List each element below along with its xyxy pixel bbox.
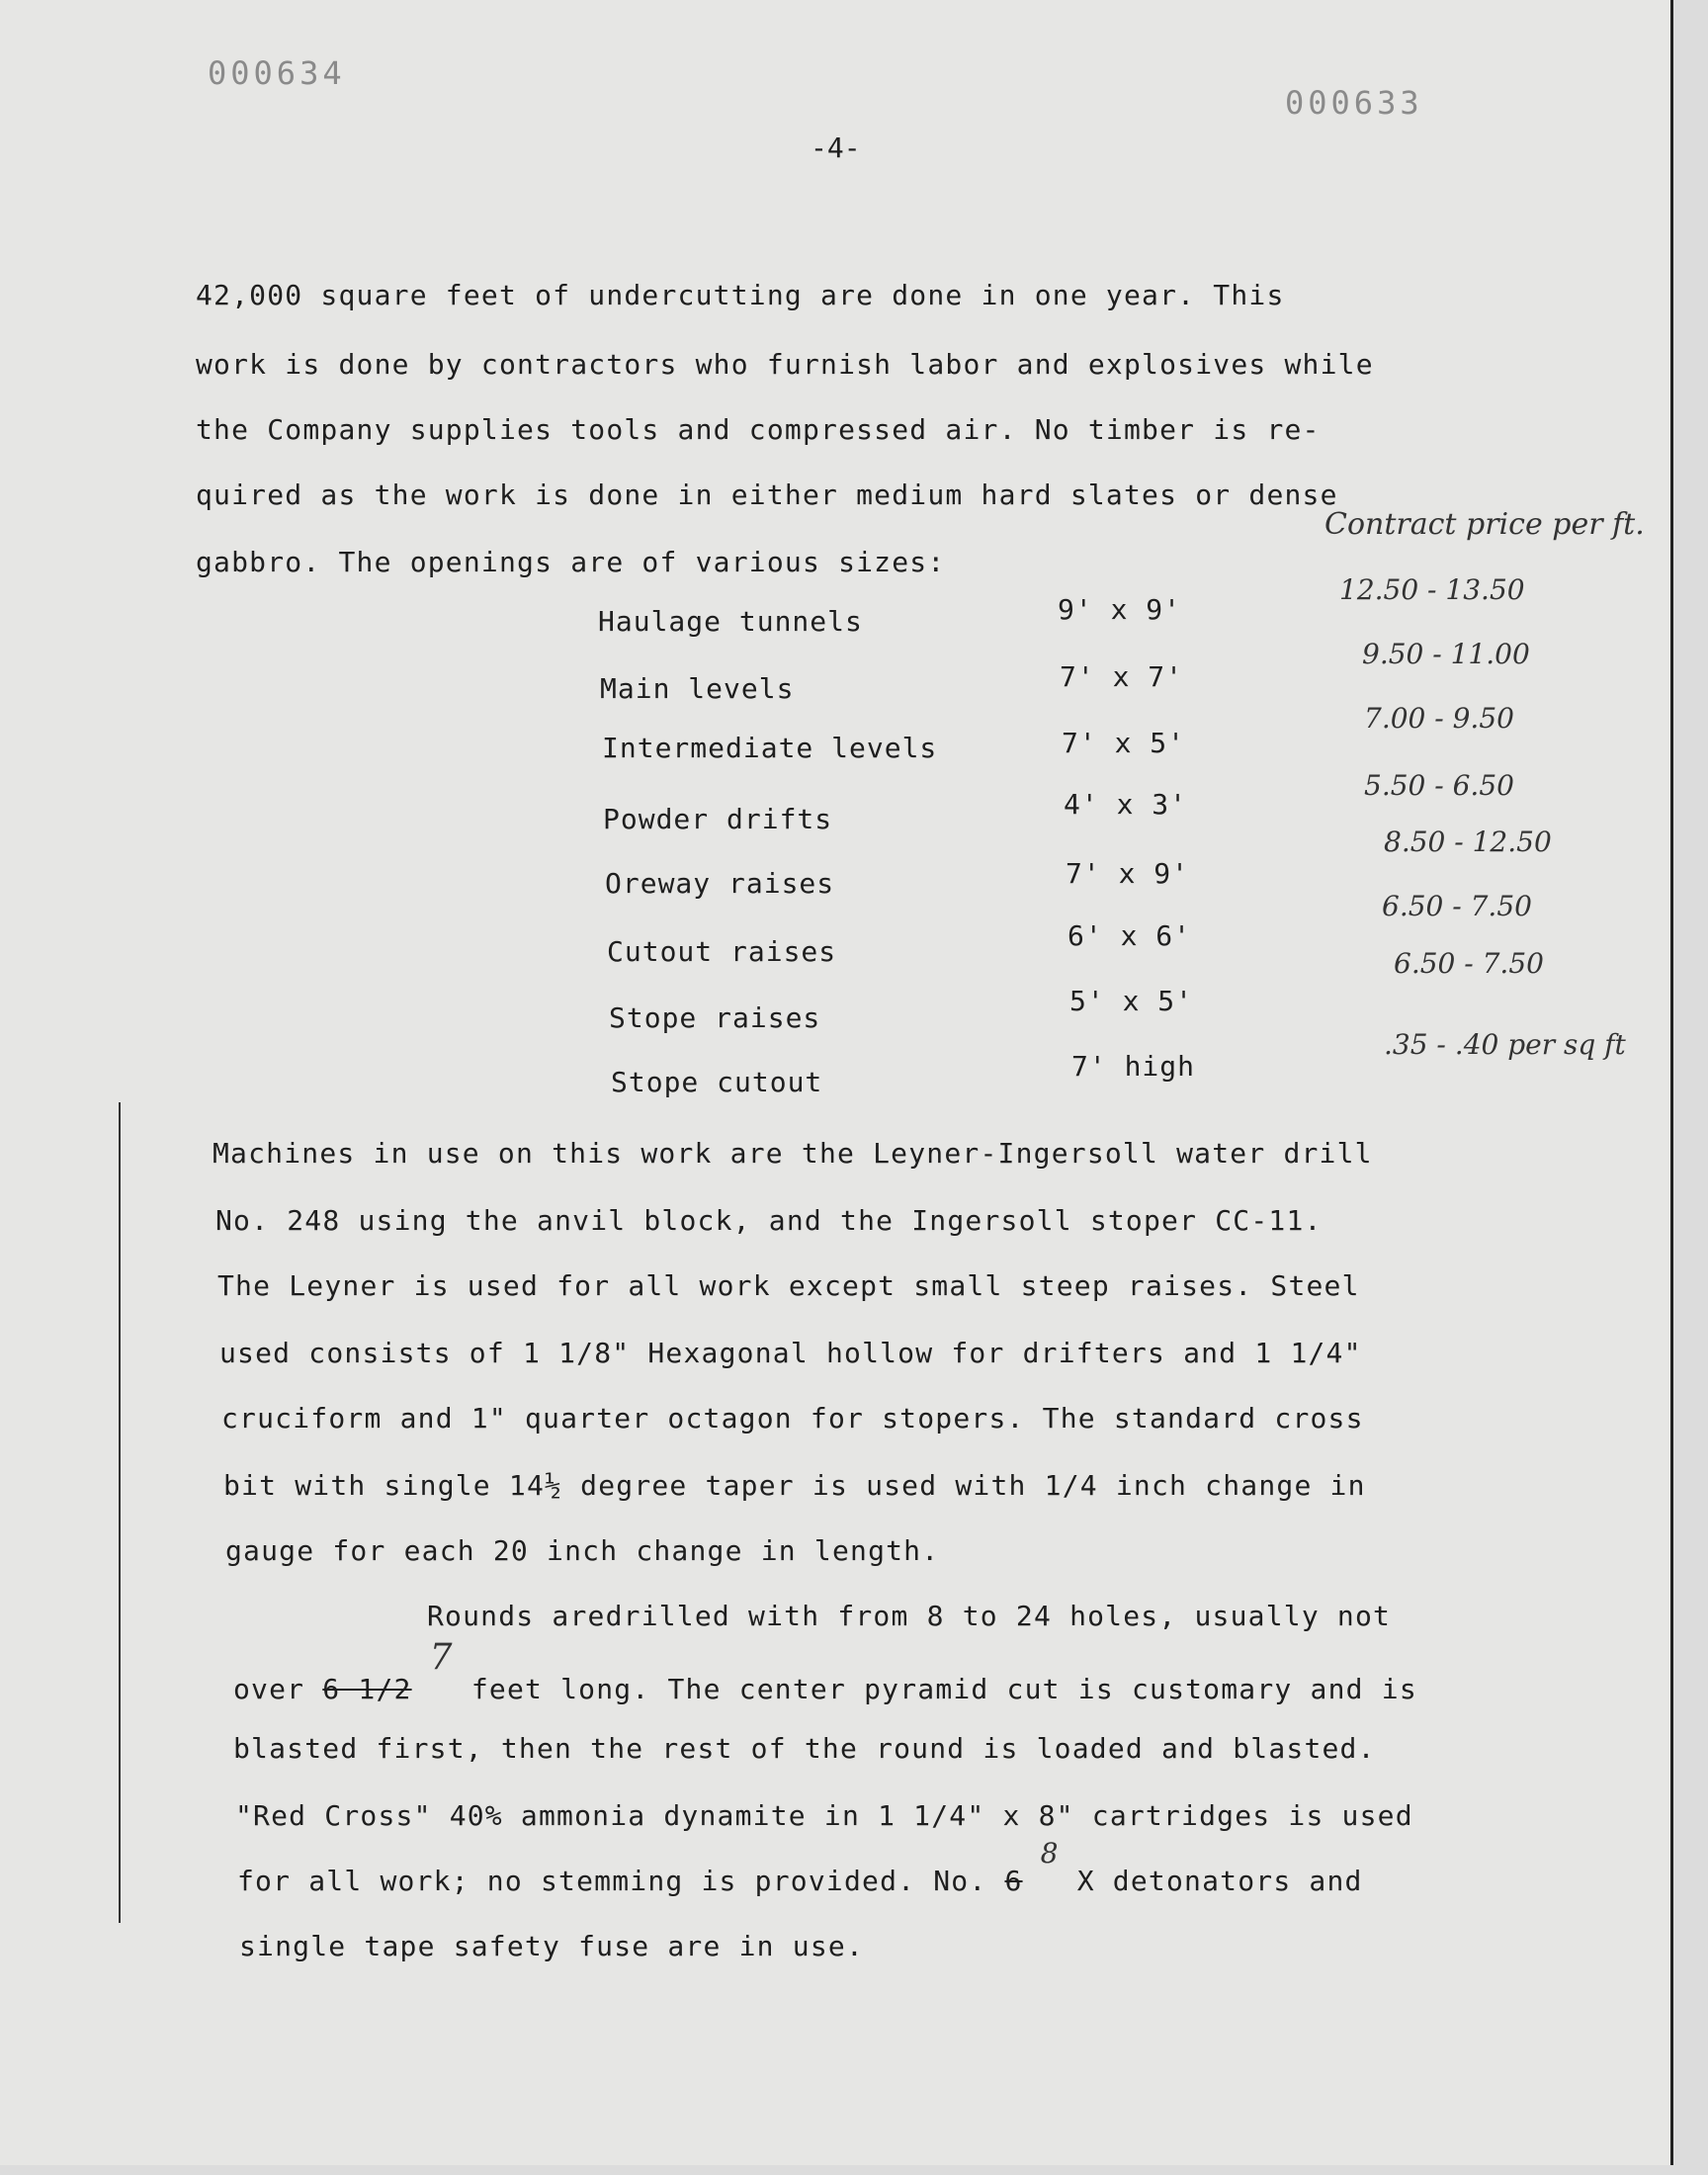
para1-line: gabbro. The openings are of various sizes: — [196, 546, 946, 578]
table-cell-price: 8.50 - 12.50 — [1384, 826, 1552, 858]
struck-text: 6 1/2 — [322, 1673, 412, 1705]
table-cell-name: Cutout raises — [607, 935, 837, 968]
table-cell-size: 7' x 9' — [1066, 857, 1190, 890]
para3-line: blasted first, then the rest of the round is loaded and blasted. — [233, 1732, 1376, 1765]
para2-line: Machines in use on this work are the Leyner-Ingersoll water drill — [213, 1137, 1373, 1170]
table-cell-name: Haulage tunnels — [598, 605, 863, 638]
text-fragment: X detonators and — [1076, 1865, 1363, 1897]
text-fragment: feet long. The center pyramid cut is customary and is — [470, 1673, 1417, 1705]
table-cell-name: Stope raises — [609, 1001, 821, 1034]
para3-line: "Red Cross" 40% ammonia dynamite in 1 1/4" x 8" cartridges is used — [235, 1799, 1413, 1832]
table-cell-price: 5.50 - 6.50 — [1364, 769, 1514, 802]
para2-line: No. 248 using the anvil block, and the Ingersoll stoper CC-11. — [215, 1204, 1323, 1237]
table-cell-name: Main levels — [600, 672, 795, 705]
table-cell-price: .35 - .40 per sq ft — [1384, 1028, 1626, 1061]
para1-line: work is done by contractors who furnish labor and explosives while — [196, 348, 1374, 381]
para2-line: cruciform and 1" quarter octagon for stopers. The standard cross — [221, 1402, 1364, 1435]
text-fragment: for all work; no stemming is provided. No. — [237, 1865, 987, 1897]
para1-line: quired as the work is done in either medium hard slates or dense — [196, 478, 1338, 511]
table-cell-price: 7.00 - 9.50 — [1364, 702, 1514, 735]
text-fragment: over — [233, 1673, 305, 1705]
handwritten-price-header: Contract price per ft. — [1324, 507, 1645, 542]
table-cell-name: Oreway raises — [605, 867, 835, 900]
table-cell-size: 4' x 3' — [1064, 788, 1188, 821]
table-cell-price: 6.50 - 7.50 — [1394, 947, 1544, 980]
margin-line — [119, 1102, 121, 1923]
page-stamp-left: 000634 — [208, 54, 346, 92]
handwritten-correction: 8 — [1040, 1837, 1060, 1870]
table-cell-size: 6' x 6' — [1068, 919, 1192, 952]
para2-line: used consists of 1 1/8" Hexagonal hollow for drifters and 1 1/4" — [219, 1337, 1362, 1369]
para3-line — [233, 1637, 1417, 1707]
table-cell-name: Intermediate levels — [602, 732, 938, 764]
table-cell-price: 6.50 - 7.50 — [1382, 890, 1532, 922]
para2-line: The Leyner is used for all work except small steep raises. Steel — [217, 1269, 1360, 1302]
handwritten-correction: 7 — [429, 1637, 454, 1678]
struck-text: 6 — [1004, 1865, 1023, 1897]
para3-line: single tape safety fuse are in use. — [239, 1930, 865, 1962]
para3-line: Rounds aredrilled with from 8 to 24 holes, usually not — [427, 1600, 1392, 1632]
table-cell-size: 7' x 7' — [1060, 660, 1184, 693]
para2-line: bit with single 14½ degree taper is used with 1/4 inch change in — [223, 1469, 1366, 1502]
para1-line: the Company supplies tools and compressed air. No timber is re- — [196, 413, 1321, 446]
table-cell-size: 7' high — [1071, 1050, 1196, 1083]
para3-line — [237, 1837, 1363, 1897]
table-cell-name: Stope cutout — [611, 1066, 823, 1098]
page-number: -4- — [811, 131, 861, 164]
para1-line: 42,000 square feet of undercutting are done in one year. This — [196, 279, 1285, 311]
table-cell-name: Powder drifts — [603, 803, 833, 835]
table-cell-size: 9' x 9' — [1058, 593, 1182, 626]
table-cell-size: 7' x 5' — [1062, 727, 1186, 759]
table-cell-price: 9.50 - 11.00 — [1362, 638, 1530, 670]
para2-line: gauge for each 20 inch change in length. — [225, 1534, 940, 1567]
table-cell-size: 5' x 5' — [1069, 985, 1194, 1017]
page-stamp-right: 000633 — [1285, 84, 1423, 122]
table-cell-price: 12.50 - 13.50 — [1339, 573, 1525, 606]
